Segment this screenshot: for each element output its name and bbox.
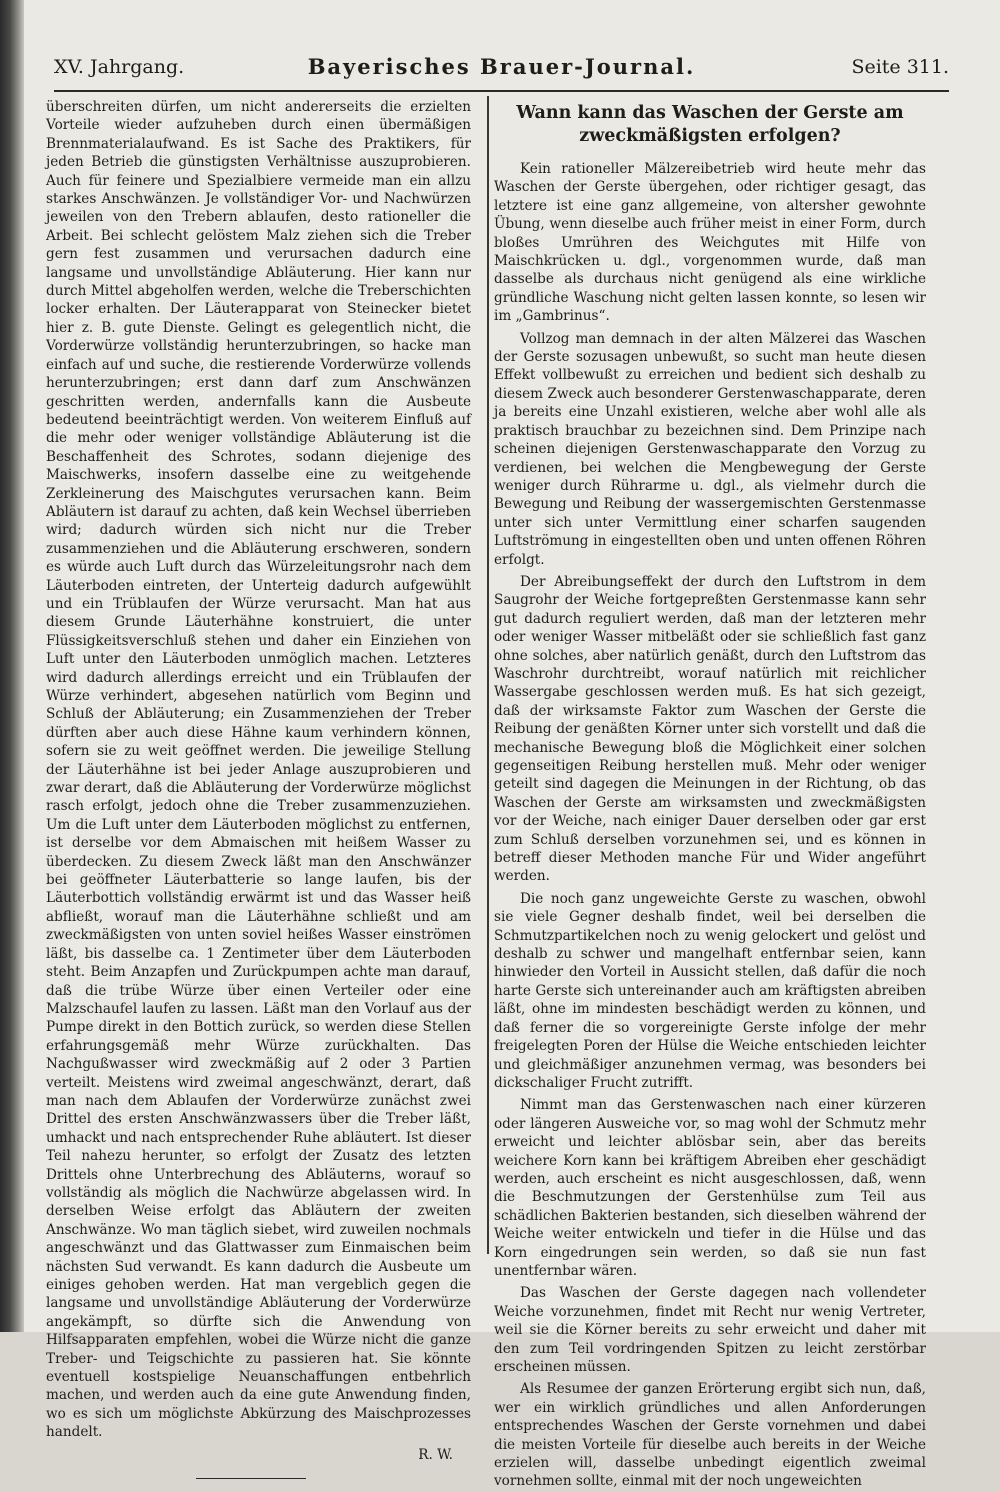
page-number: Seite 311. — [851, 56, 949, 78]
page-header — [54, 56, 949, 92]
volume-label: XV. Jahrgang. — [54, 56, 185, 78]
right-column — [494, 98, 926, 1491]
right-paragraph-6: Das Waschen der Gerste dagegen nach vollendeter Weiche vorzunehmen, findet mit Recht nur wenig Vertreter, weil sie die Körner bereits zu sehr erweicht und daher mit den zum Teil vordringenden Spitzen zu leicht zerstörbar erscheinen müssen. — [494, 1285, 926, 1375]
author-signature: R. W. — [418, 1446, 453, 1463]
journal-title: Bayerisches Brauer-Journal. — [307, 54, 696, 79]
right-paragraph-2: Vollzog man demnach in der alten Mälzerei das Waschen der Gerste sozusagen unbewußt, so sucht man heute diesen Effekt vollbewußt zu erreichen und bedient sich deshalb zu diesem Zweck auch besonderer Gerstenwaschapparate, deren ja bereits eine Unzahl existieren, welche aber wohl alle als praktisch brauchbar zu bezeichnen sind. Dem Prinzipe nach scheinen diejenigen Gerstenwaschapparate den Vorzug zu verdienen, bei welchen die Mengbewegung der Gerste weniger durch Rührarme u. dgl., als vielmehr durch die Bewegung und Reibung der wassergemischten Gerstenmasse unter sich unter Vermittlung einer scharfen saugenden Luftströmung in eingestellten oben und unten offenen Röhren erfolgt. — [494, 330, 926, 568]
article-end-rule — [196, 1478, 306, 1479]
right-paragraph-3: Der Abreibungseffekt der durch den Luftstrom in dem Saugrohr der Weiche fortgepreßten Gerstenmasse kann sehr gut dadurch reguliert werden, daß man der letzteren mehr oder weniger Wasser mitbeläßt oder sie schließlich fast ganz ohne solches, aber natürlich genäßt, durch den Luftstrom das Waschrohr durchtreibt, worauf natürlich mit reichlicher Wassergabe geschlossen werden muß. Es hat sich gezeigt, daß der wirksamste Faktor zum Waschen der Gerste die Reibung der genäßten Körner unter sich vorstellt und daß die mechanische Bewegung bloß die Möglichkeit einer solchen gegenseitigen Reibung herstellen muß. Mehr oder weniger geteilt sind dagegen die Meinungen in der Richtung, ob das Waschen der Gerste am wirksamsten und zweckmäßigsten vor der Weiche, nach einiger Dauer derselben oder gar erst zum Schluß derselben vorzunehmen sei, und es können in betreff dieser Methoden manche Für und Wider angeführt werden. — [494, 573, 926, 885]
left-column — [46, 98, 471, 1479]
column-divider — [487, 96, 489, 1254]
article-title: Wann kann das Waschen der Gerste am zweckmäßigsten erfolgen? — [516, 103, 904, 146]
right-paragraph-5: Nimmt man das Gerstenwaschen nach einer kürzeren oder längeren Ausweiche vor, so mag wohl der Schmutz mehr erweicht und leichter ablösbar sein, aber das bereits weichere Korn kann bei kräftigem Abreiben eher geschädigt werden, auch erscheint es nicht ausgeschlossen, daß, wenn die Beschmutzungen der Gerstenhülse zum Teil aus schädlichen Bakterien bestanden, sich dieselben während der Weiche weiter entwickeln und tiefer in die Hülse und das Korn eingedrungen sein werden, so daß sie nun fast unentfernbar wären. — [494, 1097, 926, 1279]
left-paragraph-1: überschreiten dürfen, um nicht andererseits die erzielten Vorteile wieder aufzuheben durch einen übermäßigen Brennmaterialaufwand. Es ist Sache des Praktikers, für jeden Betrieb die günstigsten Verhältnisse auszuprobieren. Auch für feinere und Spezialbiere vermeide man ein allzu starkes Anschwänzen. Je vollständiger Vor- und Nachwürzen jeweilen von den Trebern ablaufen, desto rationeller die Arbeit. Bei schlecht gelöstem Malz ziehen sich die Treber gern fest zusammen und verursachen dadurch eine langsame und unvollständige Abläuterung. Hier kann nur durch Mittel abgeholfen werden, welche die Treberschichten locker erhalten. Der Läuterapparat von Steinecker bietet hier z. B. gute Dienste. Gelingt es gelegentlich nicht, die Vorderwürze vollständig herunterzubringen, so hacke man einfach auf und suche, die restierende Vorderwürze vollends herunterzubringen; erst dann darf zum Anschwänzen geschritten werden, andernfalls kann die Ausbeute bedeutend beeinträchtigt werden. Von weiterem Einfluß auf die mehr oder weniger vollständige Abläuterung ist die Beschaffenheit des Schrotes, sodann diejenige des Maischwerks, insofern dasselbe eine zu weitgehende Zerkleinerung des Maischgutes verursachen kann. Beim Abläutern ist darauf zu achten, daß kein Wechsel überrieben wird; dadurch würden sich nicht nur die Treber zusammenziehen und die Abläuterung erschweren, sondern es würde auch Luft durch das Würzeleitungsrohr nach dem Läuterboden eintreten, der Unterteig dadurch aufgewühlt und ein Trüblaufen der Würze verursacht. Man hat aus diesem Grunde Läuterhähne konstruiert, die unter Flüssigkeitsverschluß stehen und daher ein Einziehen von Luft unter den Läuterboden unmöglich machen. Letzteres wird dadurch allerdings erreicht und ein Trüblaufen der Würze verhindert, abgesehen natürlich vom Beginn und Schluß der Abläuterung; ein Zusammenziehen der Treber dürften aber auch diese Hähne kaum verhindern können, sofern sie zu weit geöffnet werden. Die jeweilige Stellung der Läuterhähne ist bei jeder Anlage auszuprobieren und zwar derart, daß die Abläuterung der Vorderwürze möglichst rasch erfolgt, jedoch ohne die Treber zusammenzuziehen. Um die Luft unter dem Läuterboden möglichst zu entfernen, ist derselbe vor dem Abmaischen mit heißem Wasser zu überdecken. Zu diesem Zweck läßt man den Anschwänzer bei geöffneter Läuterbatterie so lange laufen, bis der Läuterbottich vollständig erwärmt ist und das Wasser heiß abfließt, worauf man die Läuterhähne schließt und am zweckmäßigsten von unten soviel heißes Wasser einströmen läßt, bis dasselbe ca. 1 Zentimeter über dem Läuterboden steht. Beim Anzapfen und Zurückpumpen achte man darauf, daß die trübe Würze über einen Verteiler oder eine Malzschaufel laufen zu lassen. Läßt man den Vorlauf aus der Pumpe direkt in den Bottich zurück, so werden diese Stellen erfahrungsgemäß mehr Würze zurückhalten. Das Nachgußwasser wird zweckmäßig auf 2 oder 3 Partien verteilt. Meistens wird zweimal angeschwänzt, derart, daß man nach dem Ablaufen der Vorderwürze zunächst zwei Drittel des ersten Anschwänzwassers über die Treber läßt, umhackt und nach entsprechender Ruhe abläutert. Ist dieser Teil nahezu herunter, so erfolgt der Zusatz des letzten Drittels ohne Unterbrechung des Abläuterns, worauf so vollständig als möglich die Nachwürze abgelassen wird. In derselben Weise erfolgt das Abläutern der zweiten Anschwänze. Wo man täglich siebet, wird zuweilen nochmals angeschwänzt und das Glattwasser zum Einmaischen beim nächsten Sud verwandt. Es kann dadurch die Ausbeute um einiges gehoben werden. Hat man vergeblich gegen die langsame und unvollständige Abläuterung der Vorderwürze angekämpft, so dürfte sich die Anwendung von Hilfsapparaten empfehlen, wobei die Würze nicht die ganze Treber- und Teigschichte zu passieren hat. Sie könnte eventuell kostspielige Neuanschaffungen entbehrlich machen, und werden auch da eine gute Anwendung finden, wo es sich um möglichste Abkürzung des Maischprozesses handelt. — [46, 99, 471, 1441]
right-paragraph-1: Kein rationeller Mälzereibetrieb wird heute mehr das Waschen der Gerste übergehen, oder richtiger gesagt, das letztere ist eine ganz allgemeine, von altersher gewohnte Übung, wenn dieselbe auch früher meist in einer Form, durch bloßes Umrühren des Weichgutes mit Hilfe von Maischkrücken u. dgl., vorgenommen wurde, daß man dasselbe als durchaus nicht genügend als eine wirkliche gründliche Waschung nicht gelten lassen konnte, so lesen wir im „Gambrinus“. — [494, 161, 926, 325]
right-paragraph-4: Die noch ganz ungeweichte Gerste zu waschen, obwohl sie viele Gegner deshalb findet, weil bei derselben die Schmutzpartikelchen noch zu wenig gelockert und gelöst und deshalb zu schwer und mangelhaft entfernbar seien, kann hinwieder den Vorteil in Aussicht stellen, daß dafür die noch harte Gerste sich untereinander auch am kräftigsten abreiben läßt, ohne im mindesten beschädigt werden zu können, und daß ferner die so vorgereinigte Gerste infolge der mehr freigelegten Poren der Hülse die Weiche entschieden leichter und gleichmäßiger anzunehmen vermag, was besonders bei dickschaliger Frucht zutrifft. — [494, 890, 926, 1091]
journal-page — [24, 0, 1000, 1490]
right-paragraph-7: Als Resumee der ganzen Erörterung ergibt sich nun, daß, wer ein wirklich gründliches und allen Anforderungen entsprechendes Waschen der Gerste vornehmen und dabei die meisten Vorteile für dieselbe auch bereits in der Weiche erzielen will, dasselbe unbedingt eigentlich zweimal vornehmen sollte, einmal mit der noch ungeweichten — [494, 1381, 926, 1490]
book-binding-edge — [0, 0, 24, 1332]
